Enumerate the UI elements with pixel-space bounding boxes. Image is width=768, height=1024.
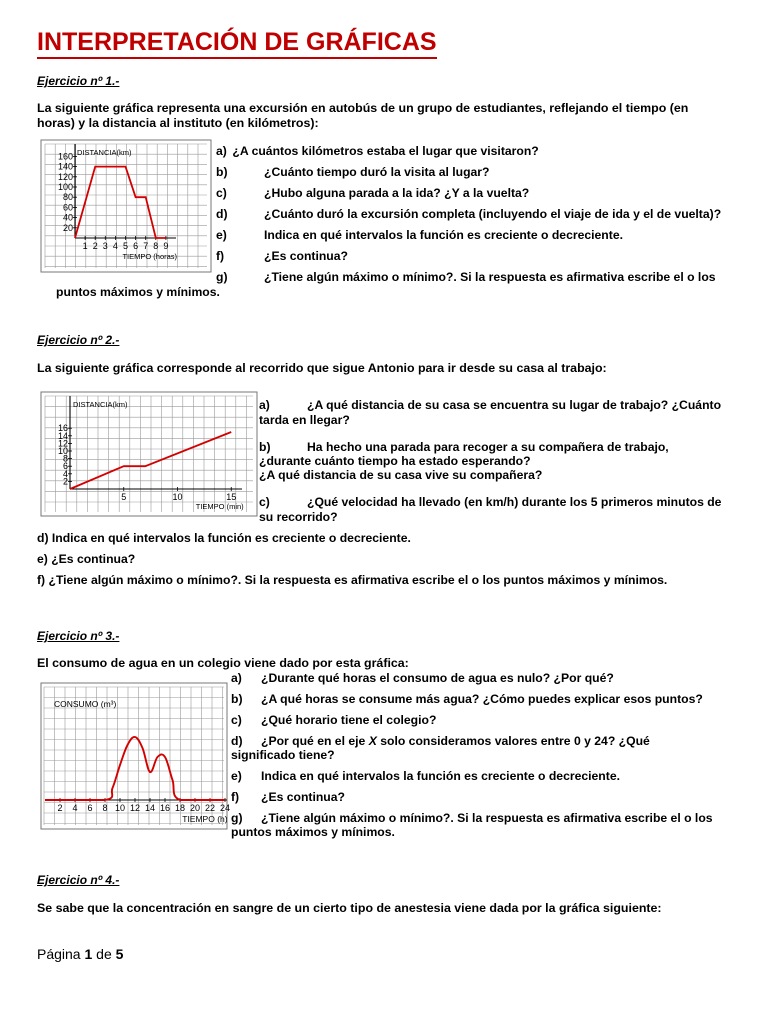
x-tick-label: 5	[121, 492, 127, 502]
y-tick-label: 40	[62, 212, 73, 223]
x-tick-label: 9	[163, 241, 169, 251]
ex1-question-c: c) ¿Hubo alguna parada a la ida? ¿Y a la vuelta?	[216, 186, 530, 200]
ex3-question-d-line2: significado tiene?	[231, 748, 335, 762]
x-tick-label: 6	[87, 803, 93, 813]
ex1-question-g: g) ¿Tiene algún máximo o mínimo?. Si la respuesta es afirmativa escribe el o los	[216, 270, 716, 284]
y-tick-label: 120	[57, 171, 73, 182]
x-tick-label: 12	[129, 803, 141, 813]
exercise-3-heading: Ejercicio nº 3.-	[37, 629, 120, 643]
x-tick-label: 5	[122, 241, 129, 251]
y-tick-label: 20	[62, 222, 73, 233]
x-tick-label: 10	[172, 492, 183, 502]
ex2-question-c-line2: su recorrido?	[259, 510, 338, 524]
x-tick-label: 2	[92, 241, 98, 251]
ex3-question-e: e) Indica en qué intervalos la función es creciente o decreciente.	[231, 769, 620, 783]
exercise-4-heading: Ejercicio nº 4.-	[37, 873, 120, 887]
chart-recorrido	[41, 392, 257, 516]
page-footer: Página 1 de 5	[37, 946, 124, 962]
exercise-3-intro: El consumo de agua en un colegio viene dado por esta gráfica:	[37, 656, 409, 670]
ex1-question-e: e) Indica en qué intervalos la función es creciente o decreciente.	[216, 228, 623, 242]
y-tick-label: 8	[62, 453, 68, 464]
ex2-question-a: a) ¿A qué distancia de su casa se encuentra su lugar de trabajo? ¿Cuánto	[259, 398, 722, 412]
ex2-question-a-line2: tarda en llegar?	[259, 413, 350, 427]
x-tick-label: 1	[82, 241, 88, 251]
ex1-question-f: f) ¿Es continua?	[216, 249, 348, 263]
y-tick-label: 6	[62, 461, 68, 472]
ex3-question-d: d) ¿Por qué en el eje X solo consideramos valores entre 0 y 24? ¿Qué	[231, 734, 650, 748]
total-pages: 5	[115, 946, 124, 962]
ex1-question-b: b) ¿Cuánto tiempo duró la visita al lugar?	[216, 165, 490, 179]
ex2-question-c: c) ¿Qué velocidad ha llevado (en km/h) durante los 5 primeros minutos de	[259, 495, 722, 509]
x-tick-label: 8	[102, 803, 108, 813]
x-tick-label: 20	[189, 803, 201, 813]
y-tick-label: 12	[57, 438, 68, 449]
exercise-2-heading: Ejercicio nº 2.-	[37, 333, 120, 347]
ex2-question-e: e) ¿Es continua?	[37, 552, 136, 566]
exercise-1-intro: La siguiente gráfica representa una excursión en autobús de un grupo de estudiantes, reflejando el tiempo (en horas) y la distancia al instituto (en kilómetros):	[37, 101, 689, 130]
x-tick-label: 6	[133, 241, 139, 251]
x-tick-label: 22	[204, 803, 216, 813]
y-tick-label: 10	[57, 446, 68, 456]
chart-consumo	[41, 683, 231, 829]
x-tick-label: 2	[57, 803, 63, 813]
exercise-2-intro: La siguiente gráfica corresponde al recorrido que sigue Antonio para ir desde su casa al trabajo:	[37, 361, 607, 375]
x-tick-label: 18	[174, 803, 186, 813]
x-tick-label: 3	[102, 241, 108, 251]
exercise-4-intro: Se sabe que la concentración en sangre de un cierto tipo de anestesia viene dada por la gráfica siguiente:	[37, 901, 662, 915]
x-tick-label: 10	[114, 803, 126, 813]
ex1-question-a: a) ¿A cuántos kilómetros estaba el lugar que visitaron?	[216, 144, 539, 158]
page-title: INTERPRETACIÓN DE GRÁFICAS	[37, 28, 437, 59]
x-tick-label: 8	[153, 241, 159, 251]
x-axis-label: TIEMPO (min)	[195, 502, 244, 511]
y-tick-label: 16	[57, 423, 68, 434]
x-tick-label: 16	[159, 803, 171, 813]
ex3-question-b: b) ¿A qué horas se consume más agua? ¿Cómo puedes explicar esos puntos?	[231, 692, 703, 706]
ex2-question-b-line3: ¿A qué distancia de su casa vive su compañera?	[259, 468, 543, 482]
y-tick-label: 4	[62, 468, 68, 479]
x-tick-label: 15	[226, 492, 237, 502]
x-tick-label: 7	[143, 241, 149, 251]
x-tick-label: 4	[72, 803, 78, 813]
y-axis-label: DISTANCIA(km)	[77, 148, 132, 157]
ex1-question-g-continuation: puntos máximos y mínimos.	[56, 285, 220, 299]
x-tick-label: 4	[112, 241, 118, 251]
y-tick-label: 14	[57, 430, 68, 441]
x-axis-label: TIEMPO (horas)	[122, 252, 178, 261]
ex2-question-f: f) ¿Tiene algún máximo o mínimo?. Si la respuesta es afirmativa escribe el o los puntos máximos y mínimos.	[37, 573, 668, 587]
current-page: 1	[84, 946, 93, 962]
y-axis-label: DISTANCIA(km)	[73, 400, 128, 409]
x-tick-label: 14	[144, 803, 156, 813]
ex2-question-b-line2: ¿durante cuánto tiempo ha estado esperando?	[259, 454, 531, 468]
chart-excursion	[41, 140, 211, 272]
y-axis-label: CONSUMO (m³)	[54, 699, 117, 709]
ex2-question-d: d) Indica en qué intervalos la función es creciente o decreciente.	[37, 531, 411, 545]
ex2-question-b: b) Ha hecho una parada para recoger a su compañera de trabajo,	[259, 440, 669, 454]
y-tick-label: 80	[62, 192, 73, 203]
y-tick-label: 160	[57, 151, 73, 162]
ex1-question-d: d) ¿Cuánto duró la excursión completa (incluyendo el viaje de ida y el de vuelta)?	[216, 207, 722, 221]
y-tick-label: 2	[62, 476, 68, 487]
y-tick-label: 60	[62, 202, 73, 213]
x-axis-label: TIEMPO (h)	[182, 814, 228, 824]
y-tick-label: 140	[57, 161, 73, 172]
x-tick-label: 24	[219, 803, 231, 813]
ex3-question-a: a) ¿Durante qué horas el consumo de agua es nulo? ¿Por qué?	[231, 671, 614, 685]
ex3-question-f: f) ¿Es continua?	[231, 790, 345, 804]
ex3-question-g: g) ¿Tiene algún máximo o mínimo?. Si la respuesta es afirmativa escribe el o los	[231, 811, 713, 825]
ex3-question-c: c) ¿Qué horario tiene el colegio?	[231, 713, 437, 727]
y-tick-label: 100	[57, 182, 73, 192]
ex3-question-g-line2: puntos máximos y mínimos.	[231, 825, 395, 839]
exercise-1-heading: Ejercicio nº 1.-	[37, 74, 120, 88]
